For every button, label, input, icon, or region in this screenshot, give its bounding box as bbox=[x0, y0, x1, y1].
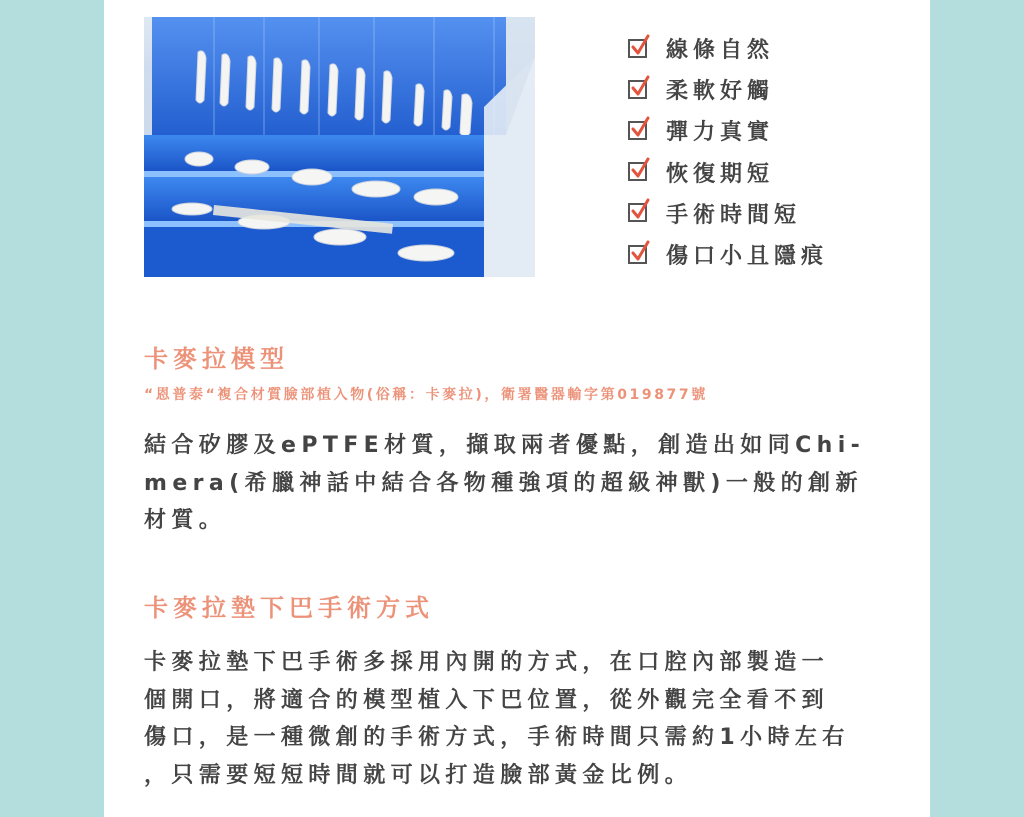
display-case-illustration bbox=[144, 17, 535, 277]
feature-item bbox=[628, 234, 828, 275]
feature-item bbox=[628, 28, 828, 69]
paragraph-line: 卡麥拉墊下巴手術多採用內開的方式，在口腔內部製造一 bbox=[144, 650, 830, 675]
checkbox-checked-icon bbox=[628, 202, 650, 224]
implant-display-case-image bbox=[144, 17, 535, 277]
checkbox-checked-icon bbox=[628, 79, 650, 101]
paragraph-line: mera(希臘神話中結合各物種強項的超級神獸)一般的創新 bbox=[144, 470, 863, 496]
feature-label: 恢復期短 bbox=[666, 161, 775, 187]
feature-item bbox=[628, 152, 828, 193]
section-title-camera-model: 卡麥拉模型 bbox=[144, 345, 289, 373]
feature-label: 線條自然 bbox=[666, 38, 775, 64]
feature-item bbox=[628, 110, 828, 151]
section1-paragraph bbox=[144, 427, 884, 540]
feature-item bbox=[628, 193, 828, 234]
feature-label: 彈力真實 bbox=[666, 120, 775, 146]
checkbox-checked-icon bbox=[628, 38, 650, 60]
feature-label: 手術時間短 bbox=[666, 202, 802, 228]
section2-paragraph bbox=[144, 644, 884, 794]
paragraph-line: 材質。 bbox=[144, 508, 227, 533]
checkbox-checked-icon bbox=[628, 244, 650, 266]
content-panel bbox=[104, 0, 930, 817]
paragraph-line: 結合矽膠及ePTFE材質，擷取兩者優點，創造出如同Chi- bbox=[144, 433, 866, 458]
paragraph-line: ，只需要短短時間就可以打造臉部黃金比例。 bbox=[144, 762, 693, 788]
checkbox-checked-icon bbox=[628, 161, 650, 183]
feature-label: 傷口小且隱痕 bbox=[666, 244, 829, 270]
feature-label: 柔軟好觸 bbox=[666, 79, 775, 105]
paragraph-line: 傷口，是一種微創的手術方式，手術時間只需約1小時左右 bbox=[144, 725, 850, 750]
license-subtitle: “恩普泰“複合材質臉部植入物(俗稱：卡麥拉)，衛署醫器輸字第019877號 bbox=[144, 387, 708, 403]
features-list bbox=[628, 28, 828, 275]
checkbox-checked-icon bbox=[628, 120, 650, 142]
section-title-surgery-method: 卡麥拉墊下巴手術方式 bbox=[144, 594, 434, 622]
feature-item bbox=[628, 69, 828, 110]
paragraph-line: 個開口，將適合的模型植入下巴位置，從外觀完全看不到 bbox=[144, 687, 830, 713]
